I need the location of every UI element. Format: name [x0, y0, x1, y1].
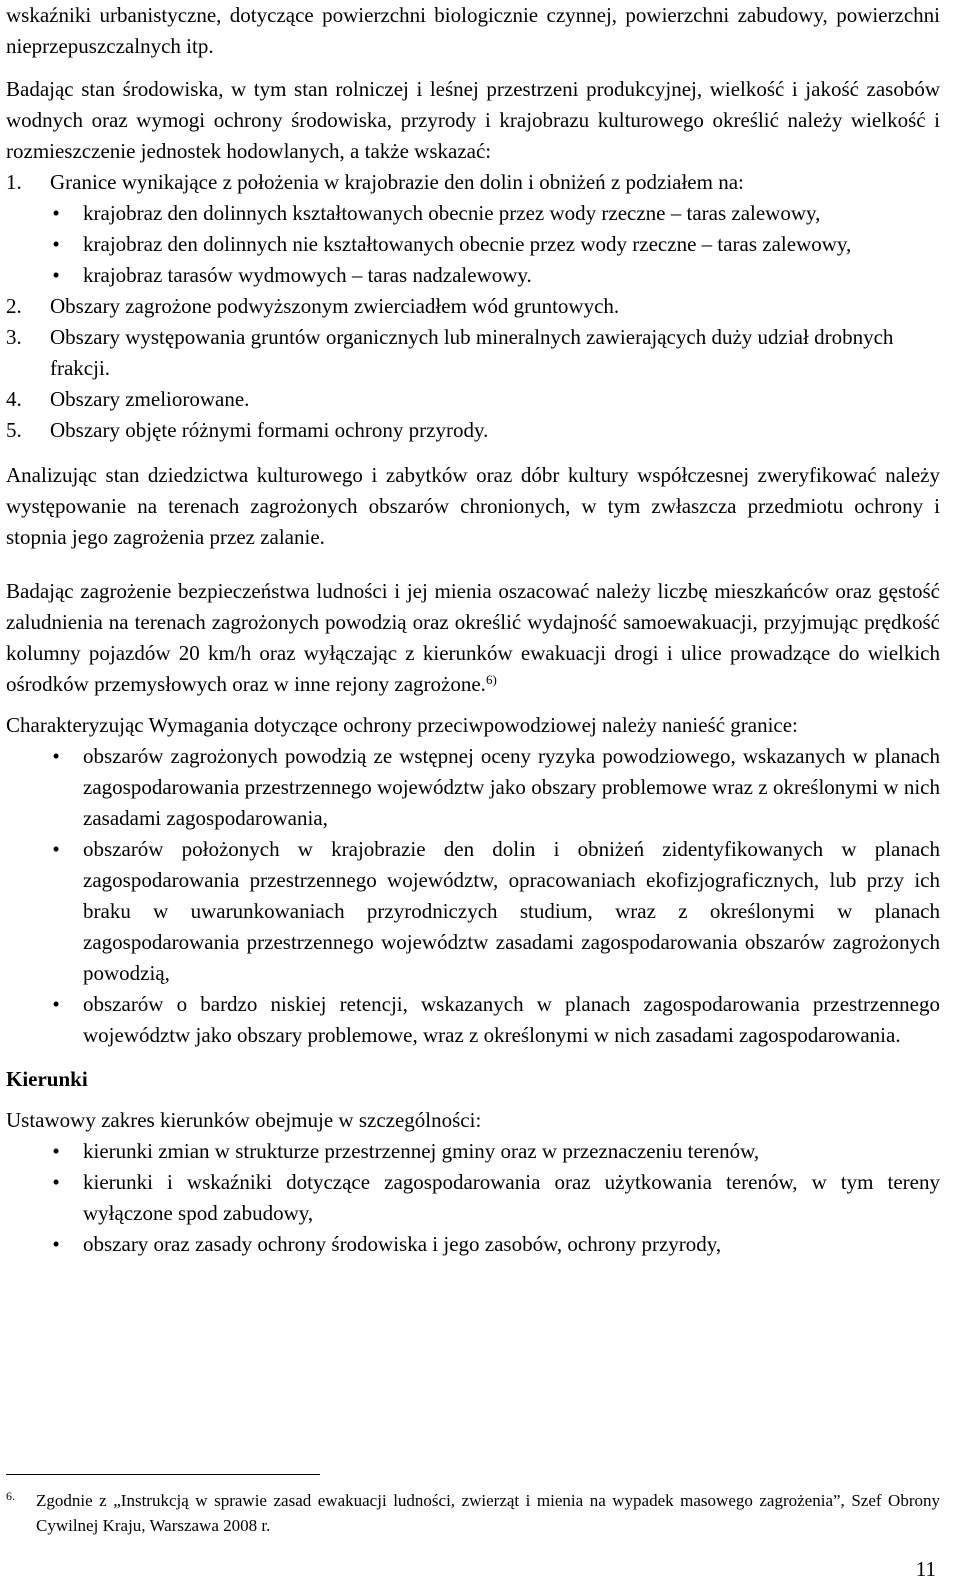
paragraph-population-safety	[6, 576, 940, 700]
footnote	[6, 1488, 940, 1538]
footnote-mark: 6.	[6, 1489, 15, 1503]
footnote-reference: 6)	[485, 672, 497, 687]
item-number: 5.	[6, 418, 22, 442]
bullet-icon: •	[52, 744, 60, 768]
page-body	[6, 0, 940, 1260]
list-item	[6, 229, 940, 260]
list-item	[6, 741, 940, 834]
item-text: Obszary objęte różnymi formami ochrony przyrody.	[50, 418, 489, 442]
section-heading: Kierunki	[6, 1067, 88, 1091]
paragraph-environment-study: Badając stan środowiska, w tym stan rolniczej i leśnej przestrzeni produkcyjnej, wielkość i jakość zasobów wodnych oraz wymogi ochrony środowiska, przyrody i krajobrazu kulturowego określić należy wielkość i rozmieszczenie jednostek hodowlanych, a także wskazać:	[6, 77, 940, 163]
list-item-text: obszary oraz zasady ochrony środowiska i jego zasobów, ochrony przyrody,	[83, 1232, 722, 1256]
numbered-item	[6, 384, 940, 415]
bullet-icon: •	[52, 837, 60, 861]
list-item-text: obszarów o bardzo niskiej retencji, wskazanych w planach zagospodarowania przestrzennego województw jako obszary problemowe, wraz z określonymi w nich zasadami zagospodarowania.	[83, 992, 940, 1047]
bullet-icon: •	[52, 1170, 60, 1194]
numbered-item	[6, 322, 940, 384]
list-item	[6, 1229, 940, 1260]
list-item-text: krajobraz den dolinnych kształtowanych obecnie przez wody rzeczne – taras zalewowy,	[83, 201, 821, 225]
directions-list	[6, 1136, 940, 1260]
paragraph-flood-requirements: Charakteryzując Wymagania dotyczące ochrony przeciwpowodziowej należy nanieść granice:	[6, 713, 798, 737]
list-item-text: kierunki i wskaźniki dotyczące zagospodarowania oraz użytkowania terenów, w tym tereny wyłączone spod zabudowy,	[83, 1170, 940, 1225]
list-item	[6, 260, 940, 291]
item-text: Obszary zmeliorowane.	[50, 387, 250, 411]
numbered-item	[6, 167, 940, 291]
bullet-icon: •	[52, 232, 60, 256]
list-item	[6, 198, 940, 229]
list-item-text: krajobraz tarasów wydmowych – taras nadzalewowy.	[83, 263, 532, 287]
bullet-icon: •	[52, 992, 60, 1016]
footnote-separator	[6, 1474, 320, 1475]
item-number: 1.	[6, 170, 22, 194]
item-text: Obszary występowania gruntów organicznych lub mineralnych zawierających duży udział drobnych frakcji.	[50, 325, 894, 380]
list-item	[6, 834, 940, 989]
paragraph-directions-scope: Ustawowy zakres kierunków obejmuje w szczególności:	[6, 1108, 482, 1132]
bullet-icon: •	[52, 201, 60, 225]
numbered-list	[6, 167, 940, 446]
numbered-item	[6, 291, 940, 322]
paragraph-urban-indicators: wskaźniki urbanistyczne, dotyczące powierzchni biologicznie czynnej, powierzchni zabudowy, powierzchni nieprzepuszczalnych itp.	[6, 3, 940, 58]
item-text: Obszary zagrożone podwyższonym zwierciadłem wód gruntowych.	[50, 294, 620, 318]
list-item-text: obszarów zagrożonych powodzią ze wstępnej oceny ryzyka powodziowego, wskazanych w planach zagospodarowania przestrzennego województw jako obszary problemowe wraz z określonymi w nich zasadami zagospodarowania,	[83, 744, 940, 830]
item-number: 4.	[6, 387, 22, 411]
page-number: 11	[915, 1557, 936, 1581]
sub-bullet-list	[6, 198, 940, 291]
paragraph-cultural-heritage: Analizując stan dziedzictwa kulturowego i zabytków oraz dóbr kultury współczesnej zweryfikować należy występowanie na terenach zagrożonych obszarów chronionych, w tym zwłaszcza przedmiotu ochrony i stopnia jego zagrożenia przez zalanie.	[6, 463, 940, 549]
numbered-item	[6, 415, 940, 446]
paragraph-text: Badając zagrożenie bezpieczeństwa ludności i jej mienia oszacować należy liczbę mieszkańców oraz gęstość zaludnienia na terenach zagrożonych powodzią oraz określić wydajność samoewakuacji, przyjmując prędkość kolumny pojazdów 20 km/h oraz wyłączając z kierunków ewakuacji drogi i ulice prowadzące do wielkich ośrodków przemysłowych oraz w inne rejony zagrożone.	[6, 579, 940, 696]
list-item-text: obszarów położonych w krajobrazie den dolin i obniżeń zidentyfikowanych w planach zagospodarowania przestrzennego województw, opracowaniach ekofizjograficznych, lub przy ich braku w uwarunkowaniach przyrodniczych studium, wraz z określonymi w planach zagospodarowania przestrzennego województw zasadami zagospodarowania obszarów zagrożonych powodzią,	[83, 837, 940, 985]
item-number: 3.	[6, 325, 22, 349]
list-item-text: krajobraz den dolinnych nie kształtowanych obecnie przez wody rzeczne – taras zalewowy,	[83, 232, 852, 256]
list-item-text: kierunki zmian w strukturze przestrzennej gminy oraz w przeznaczeniu terenów,	[83, 1139, 760, 1163]
item-number: 2.	[6, 294, 22, 318]
bullet-icon: •	[52, 1139, 60, 1163]
list-item	[6, 989, 940, 1051]
list-item	[6, 1167, 940, 1229]
bullet-icon: •	[52, 263, 60, 287]
flood-boundaries-list	[6, 741, 940, 1051]
list-item	[6, 1136, 940, 1167]
bullet-icon: •	[52, 1232, 60, 1256]
item-text: Granice wynikające z położenia w krajobrazie den dolin i obniżeń z podziałem na:	[50, 170, 744, 194]
footnote-text: Zgodnie z „Instrukcją w sprawie zasad ewakuacji ludności, zwierząt i mienia na wypadek masowego zagrożenia”, Szef Obrony Cywilnej Kraju, Warszawa 2008 r.	[36, 1491, 940, 1535]
